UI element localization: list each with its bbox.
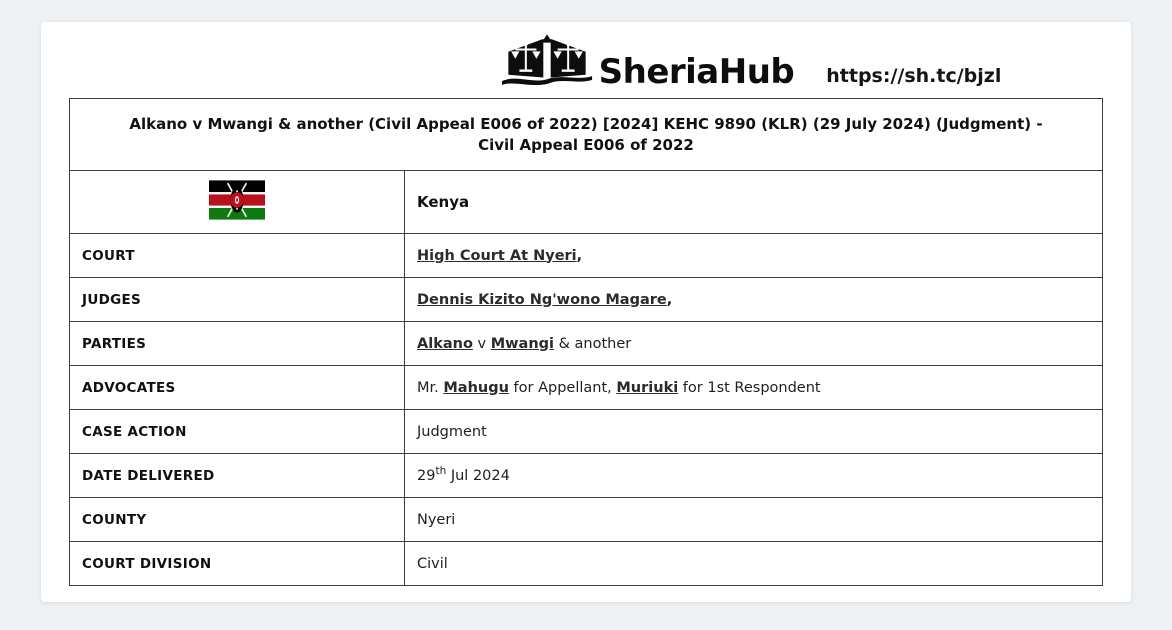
value-text: ,	[576, 247, 583, 264]
row-label: PARTIES	[70, 322, 405, 366]
scales-of-justice-logo-icon	[501, 34, 593, 92]
ordinal-suffix: th	[435, 464, 447, 477]
value-text: Civil	[417, 555, 448, 572]
row-value	[405, 322, 1103, 366]
case-link[interactable]: Muriuki	[616, 379, 679, 396]
row-label: COUNTY	[70, 498, 405, 542]
flag-cell	[70, 171, 405, 234]
row-label: DATE DELIVERED	[70, 454, 405, 498]
share-url-link[interactable]: https://sh.tc/bjzl	[826, 65, 1002, 87]
country-name: Kenya	[405, 171, 1103, 234]
value-text: & another	[554, 335, 632, 352]
row-label: CASE ACTION	[70, 410, 405, 454]
value-text: 29	[417, 467, 436, 484]
value-text: v	[472, 335, 491, 352]
table-row	[70, 366, 1103, 410]
row-label: COURT DIVISION	[70, 542, 405, 586]
value-text: for 1st Respondent	[678, 379, 821, 396]
case-details-table	[69, 98, 1103, 586]
case-link[interactable]: Mahugu	[443, 379, 509, 396]
row-label: JUDGES	[70, 278, 405, 322]
table-row	[70, 454, 1103, 498]
case-link[interactable]: Alkano	[417, 335, 473, 352]
row-label: ADVOCATES	[70, 366, 405, 410]
table-row	[70, 322, 1103, 366]
case-title: Alkano v Mwangi & another (Civil Appeal E006 of 2022) [2024] KEHC 9890 (KLR) (29 July 2024) (Judgment) - Civil Appeal E006 of 2022	[70, 99, 1103, 171]
value-text: for Appellant,	[508, 379, 617, 396]
value-text: Mr.	[417, 379, 444, 396]
row-value	[405, 366, 1103, 410]
table-row	[70, 278, 1103, 322]
row-value	[405, 454, 1103, 498]
case-link[interactable]: Mwangi	[490, 335, 555, 352]
brand-name: SheriaHub	[598, 52, 795, 92]
table-row	[70, 542, 1103, 586]
table-row	[70, 498, 1103, 542]
row-value	[405, 234, 1103, 278]
value-text: Jul 2024	[446, 467, 510, 484]
kenya-flag-icon	[209, 180, 265, 224]
row-value	[405, 542, 1103, 586]
value-text: ,	[666, 291, 673, 308]
case-link[interactable]: High Court At Nyeri	[417, 247, 577, 264]
case-title-row	[70, 99, 1103, 171]
row-value	[405, 278, 1103, 322]
value-text: Judgment	[417, 423, 487, 440]
table-row	[70, 234, 1103, 278]
row-value	[405, 498, 1103, 542]
case-summary-card	[41, 22, 1131, 602]
table-row	[70, 410, 1103, 454]
country-row	[70, 171, 1103, 234]
row-label: COURT	[70, 234, 405, 278]
case-link[interactable]: Dennis Kizito Ng'wono Magare	[417, 291, 667, 308]
value-text: Nyeri	[417, 511, 456, 528]
site-header	[234, 38, 1172, 92]
sheriahub-logo-link[interactable]	[501, 34, 795, 92]
row-value	[405, 410, 1103, 454]
